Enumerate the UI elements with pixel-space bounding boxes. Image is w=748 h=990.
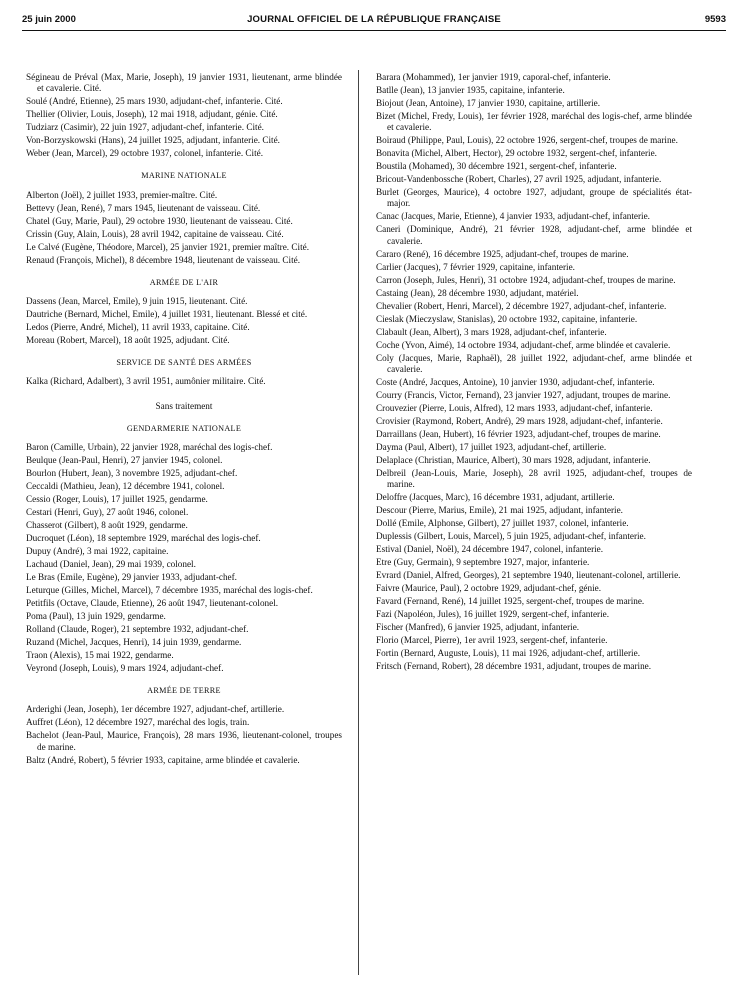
list-entry: Baltz (André, Robert), 5 février 1933, capitaine, arme blindée et cavalerie. bbox=[26, 754, 300, 765]
list-entry: Crouvezier (Pierre, Louis, Alfred), 12 mars 1933, adjudant-chef, infanterie. bbox=[376, 402, 653, 413]
right-column bbox=[376, 72, 692, 674]
list-entry: Dassens (Jean, Marcel, Emile), 9 juin 1915, lieutenant. Cité. bbox=[26, 296, 248, 307]
page-header bbox=[22, 10, 726, 30]
list-entry: Florio (Marcel, Pierre), 1er avril 1923, sergent-chef, infanterie. bbox=[376, 635, 608, 646]
column-divider bbox=[358, 70, 359, 975]
list-entry: Coly (Jacques, Marie, Raphaël), 28 juillet 1922, adjudant-chef, arme blindée et cavalerie. bbox=[376, 352, 692, 374]
list-entry: Duplessis (Gilbert, Louis, Marcel), 5 juin 1925, adjudant-chef, infanterie. bbox=[376, 531, 646, 542]
list-entry: Carron (Joseph, Jules, Henri), 31 octobre 1924, adjudant-chef, troupes de marine. bbox=[376, 274, 676, 285]
list-entry: Bettevy (Jean, René), 7 mars 1945, lieutenant de vaisseau. Cité. bbox=[26, 202, 261, 213]
list-entry: Descour (Pierre, Marius, Emile), 21 mai 1925, adjudant, infanterie. bbox=[376, 505, 623, 516]
list-entry: Crissin (Guy, Alain, Louis), 28 avril 1942, capitaine de vaisseau. Cité. bbox=[26, 228, 284, 239]
list-entry: Biojout (Jean, Antoine), 17 janvier 1930, capitaine, artillerie. bbox=[376, 98, 601, 108]
list-entry: Bonavita (Michel, Albert, Hector), 29 octobre 1932, sergent-chef, infanterie. bbox=[376, 148, 657, 159]
list-entry: Fortin (Bernard, Auguste, Louis), 11 mai 1926, adjudant-chef, artillerie. bbox=[376, 648, 640, 659]
list-entry: Rolland (Claude, Roger), 21 septembre 1932, adjudant-chef. bbox=[26, 624, 249, 635]
list-entry: Carlier (Jacques), 7 février 1929, capitaine, infanterie. bbox=[376, 261, 575, 272]
list-entry: Cieslak (Mieczyslaw, Stanislas), 20 octobre 1932, capitaine, infanterie. bbox=[376, 313, 638, 324]
list-entry: Le Bras (Emile, Eugène), 29 janvier 1933, adjudant-chef. bbox=[26, 572, 237, 583]
list-entry: Boustila (Mohamed), 30 décembre 1921, sergent-chef, infanterie. bbox=[376, 161, 617, 172]
list-entry: Canac (Jacques, Marie, Etienne), 4 janvier 1933, adjudant-chef, infanterie. bbox=[376, 211, 650, 222]
list-entry: Favard (Fernand, René), 14 juillet 1925, sergent-chef, troupes de marine. bbox=[376, 596, 645, 607]
list-entry: Dautriche (Bernard, Michel, Emile), 4 juillet 1931, lieutenant. Blessé et cité. bbox=[26, 309, 308, 320]
left-column bbox=[26, 72, 342, 768]
list-entry: Coche (Yvon, Aimé), 14 octobre 1934, adjudant-chef, arme blindée et cavalerie. bbox=[376, 339, 671, 350]
list-entry: Cessio (Roger, Louis), 17 juillet 1925, gendarme. bbox=[26, 494, 208, 505]
section-heading: GENDARMERIE NATIONALE bbox=[126, 423, 242, 433]
list-entry: Dupuy (André), 3 mai 1922, capitaine. bbox=[26, 546, 169, 557]
list-entry: Bachelot (Jean-Paul, Maurice, François), 28 mars 1936, lieutenant-colonel, troupes de marine. bbox=[26, 730, 342, 752]
list-entry: Ségineau de Préval (Max, Marie, Joseph), 19 janvier 1931, lieutenant, arme blindée et cavalerie. Cité. bbox=[26, 72, 342, 94]
list-entry: Deloffre (Jacques, Marc), 16 décembre 1931, adjudant, artillerie. bbox=[376, 492, 615, 503]
list-entry: Chevalier (Robert, Henri, Marcel), 2 décembre 1927, adjudant-chef, infanterie. bbox=[376, 300, 667, 311]
list-entry: Batlle (Jean), 13 janvier 1935, capitaine, infanterie. bbox=[376, 85, 565, 95]
list-entry: Weber (Jean, Marcel), 29 octobre 1937, colonel, infanterie. Cité. bbox=[26, 148, 264, 159]
list-entry: Chatel (Guy, Marie, Paul), 29 octobre 1930, lieutenant de vaisseau. Cité. bbox=[26, 215, 293, 226]
list-entry: Clabault (Jean, Albert), 3 mars 1928, adjudant-chef, infanterie. bbox=[376, 326, 607, 337]
list-entry: Etre (Guy, Germain), 9 septembre 1927, major, infanterie. bbox=[376, 557, 590, 568]
list-entry: Ceccaldi (Mathieu, Jean), 12 décembre 1941, colonel. bbox=[26, 481, 225, 492]
list-entry: Kalka (Richard, Adalbert), 3 avril 1951, aumônier militaire. Cité. bbox=[26, 376, 266, 387]
header-journal-title: JOURNAL OFFICIEL DE LA RÉPUBLIQUE FRANÇAISE bbox=[247, 14, 501, 25]
list-entry: Courry (Francis, Victor, Fernand), 23 janvier 1927, adjudant, troupes de marine. bbox=[376, 389, 671, 400]
list-entry: Burlet (Georges, Maurice), 4 octobre 1927, adjudant, groupe de spécialités état-major. bbox=[376, 187, 692, 209]
sub-heading: Sans traitement bbox=[155, 400, 213, 411]
list-entry: Lachaud (Daniel, Jean), 29 mai 1939, colonel. bbox=[26, 559, 196, 570]
list-entry: Delbreil (Jean-Louis, Marie, Joseph), 28 avril 1925, adjudant-chef, troupes de marine. bbox=[376, 467, 692, 490]
list-entry: Alberton (Joël), 2 juillet 1933, premier-maître. Cité. bbox=[26, 189, 218, 200]
list-entry: Dollé (Emile, Alphonse, Gilbert), 27 juillet 1937, colonel, infanterie. bbox=[376, 518, 629, 529]
list-entry: Ruzand (Michel, Jacques, Henri), 14 juin 1939, gendarme. bbox=[26, 637, 242, 648]
list-entry: Delaplace (Christian, Maurice, Albert), 30 mars 1928, adjudant, infanterie. bbox=[376, 454, 651, 465]
list-entry: Darraillans (Jean, Hubert), 16 février 1923, adjudant-chef, troupes de marine. bbox=[376, 428, 661, 439]
list-entry: Bizet (Michel, Fredy, Louis), 1er février 1928, maréchal des logis-chef, arme blindée et cavalerie. bbox=[376, 111, 692, 133]
list-entry: Bricout-Vandenbossche (Robert, Charles), 27 avril 1925, adjudant, infanterie. bbox=[376, 174, 662, 185]
list-entry: Chasserot (Gilbert), 8 août 1929, gendarme. bbox=[26, 520, 188, 531]
header-rule bbox=[22, 30, 726, 31]
list-entry: Von-Borzyskowski (Hans), 24 juillet 1925, adjudant, infanterie. Cité. bbox=[26, 135, 280, 146]
header-date: 25 juin 2000 bbox=[22, 14, 76, 25]
list-entry: Arderighi (Jean, Joseph), 1er décembre 1927, adjudant-chef, artillerie. bbox=[26, 704, 285, 715]
list-entry: Barara (Mohammed), 1er janvier 1919, caporal-chef, infanterie. bbox=[376, 72, 611, 82]
section-heading: SERVICE DE SANTÉ DES ARMÉES bbox=[116, 358, 252, 368]
list-entry: Fazi (Napoléon, Jules), 16 juillet 1929, sergent-chef, infanterie. bbox=[376, 609, 610, 620]
list-entry: Traon (Alexis), 15 mai 1922, gendarme. bbox=[26, 650, 174, 661]
list-entry: Poma (Paul), 13 juin 1929, gendarme. bbox=[26, 611, 166, 622]
list-entry: Coste (André, Jacques, Antoine), 10 janvier 1930, adjudant-chef, infanterie. bbox=[376, 376, 655, 387]
section-heading: MARINE NATIONALE bbox=[141, 171, 227, 181]
list-entry: Faivre (Maurice, Paul), 2 octobre 1929, adjudant-chef, génie. bbox=[376, 583, 602, 594]
list-entry: Cararo (René), 16 décembre 1925, adjudant-chef, troupes de marine. bbox=[376, 248, 629, 259]
list-entry: Crovisier (Raymond, Robert, André), 29 mars 1928, adjudant-chef, infanterie. bbox=[376, 415, 663, 426]
list-entry: Caneri (Dominique, André), 21 février 1928, adjudant-chef, arme blindée et cavalerie. bbox=[376, 224, 692, 246]
list-entry: Soulé (André, Etienne), 25 mars 1930, adjudant-chef, infanterie. Cité. bbox=[26, 96, 283, 107]
list-entry: Fritsch (Fernand, Robert), 28 décembre 1931, adjudant, troupes de marine. bbox=[376, 661, 652, 672]
list-entry: Veyrond (Joseph, Louis), 9 mars 1924, adjudant-chef. bbox=[26, 663, 224, 674]
list-entry: Ledos (Pierre, André, Michel), 11 avril 1933, capitaine. Cité. bbox=[26, 322, 250, 333]
list-entry: Evrard (Daniel, Alfred, Georges), 21 septembre 1940, lieutenant-colonel, artillerie. bbox=[376, 570, 681, 581]
list-entry: Tudziarz (Casimir), 22 juin 1927, adjudant-chef, infanterie. Cité. bbox=[26, 122, 264, 133]
list-entry: Petitfils (Octave, Claude, Etienne), 26 août 1947, lieutenant-colonel. bbox=[26, 598, 279, 609]
list-entry: Auffret (Léon), 12 décembre 1927, maréchal des logis, train. bbox=[26, 717, 250, 728]
section-heading: ARMÉE DE L'AIR bbox=[149, 277, 219, 287]
list-entry: Ducroquet (Léon), 18 septembre 1929, maréchal des logis-chef. bbox=[26, 533, 261, 544]
list-entry: Fischer (Manfred), 6 janvier 1925, adjudant, infanterie. bbox=[376, 622, 580, 633]
list-entry: Cestari (Henri, Guy), 27 août 1946, colonel. bbox=[26, 507, 189, 518]
list-entry: Estival (Daniel, Noël), 24 décembre 1947, colonel, infanterie. bbox=[376, 544, 604, 555]
list-entry: Thellier (Olivier, Louis, Joseph), 12 mai 1918, adjudant, génie. Cité. bbox=[26, 109, 278, 120]
list-entry: Renaud (François, Michel), 8 décembre 1948, lieutenant de vaisseau. Cité. bbox=[26, 254, 301, 265]
list-entry: Dayma (Paul, Albert), 17 juillet 1923, adjudant-chef, artillerie. bbox=[376, 441, 607, 452]
header-page-number: 9593 bbox=[704, 14, 726, 25]
list-entry: Beulque (Jean-Paul, Henri), 27 janvier 1945, colonel. bbox=[26, 455, 223, 466]
section-heading: ARMÉE DE TERRE bbox=[147, 686, 221, 696]
list-entry: Moreau (Robert, Marcel), 18 août 1925, adjudant. Cité. bbox=[26, 335, 230, 346]
list-entry: Le Calvé (Eugène, Théodore, Marcel), 25 janvier 1921, premier maître. Cité. bbox=[26, 241, 310, 252]
list-entry: Boiraud (Philippe, Paul, Louis), 22 octobre 1926, sergent-chef, troupes de marine. bbox=[376, 135, 678, 146]
list-entry: Castaing (Jean), 28 décembre 1930, adjudant, matériel. bbox=[376, 287, 579, 298]
list-entry: Leturque (Gilles, Michel, Marcel), 7 décembre 1935, maréchal des logis-chef. bbox=[26, 585, 313, 596]
list-entry: Bourlon (Hubert, Jean), 3 novembre 1925, adjudant-chef. bbox=[26, 468, 238, 479]
list-entry: Baron (Camille, Urbain), 22 janvier 1928, maréchal des logis-chef. bbox=[26, 442, 273, 453]
